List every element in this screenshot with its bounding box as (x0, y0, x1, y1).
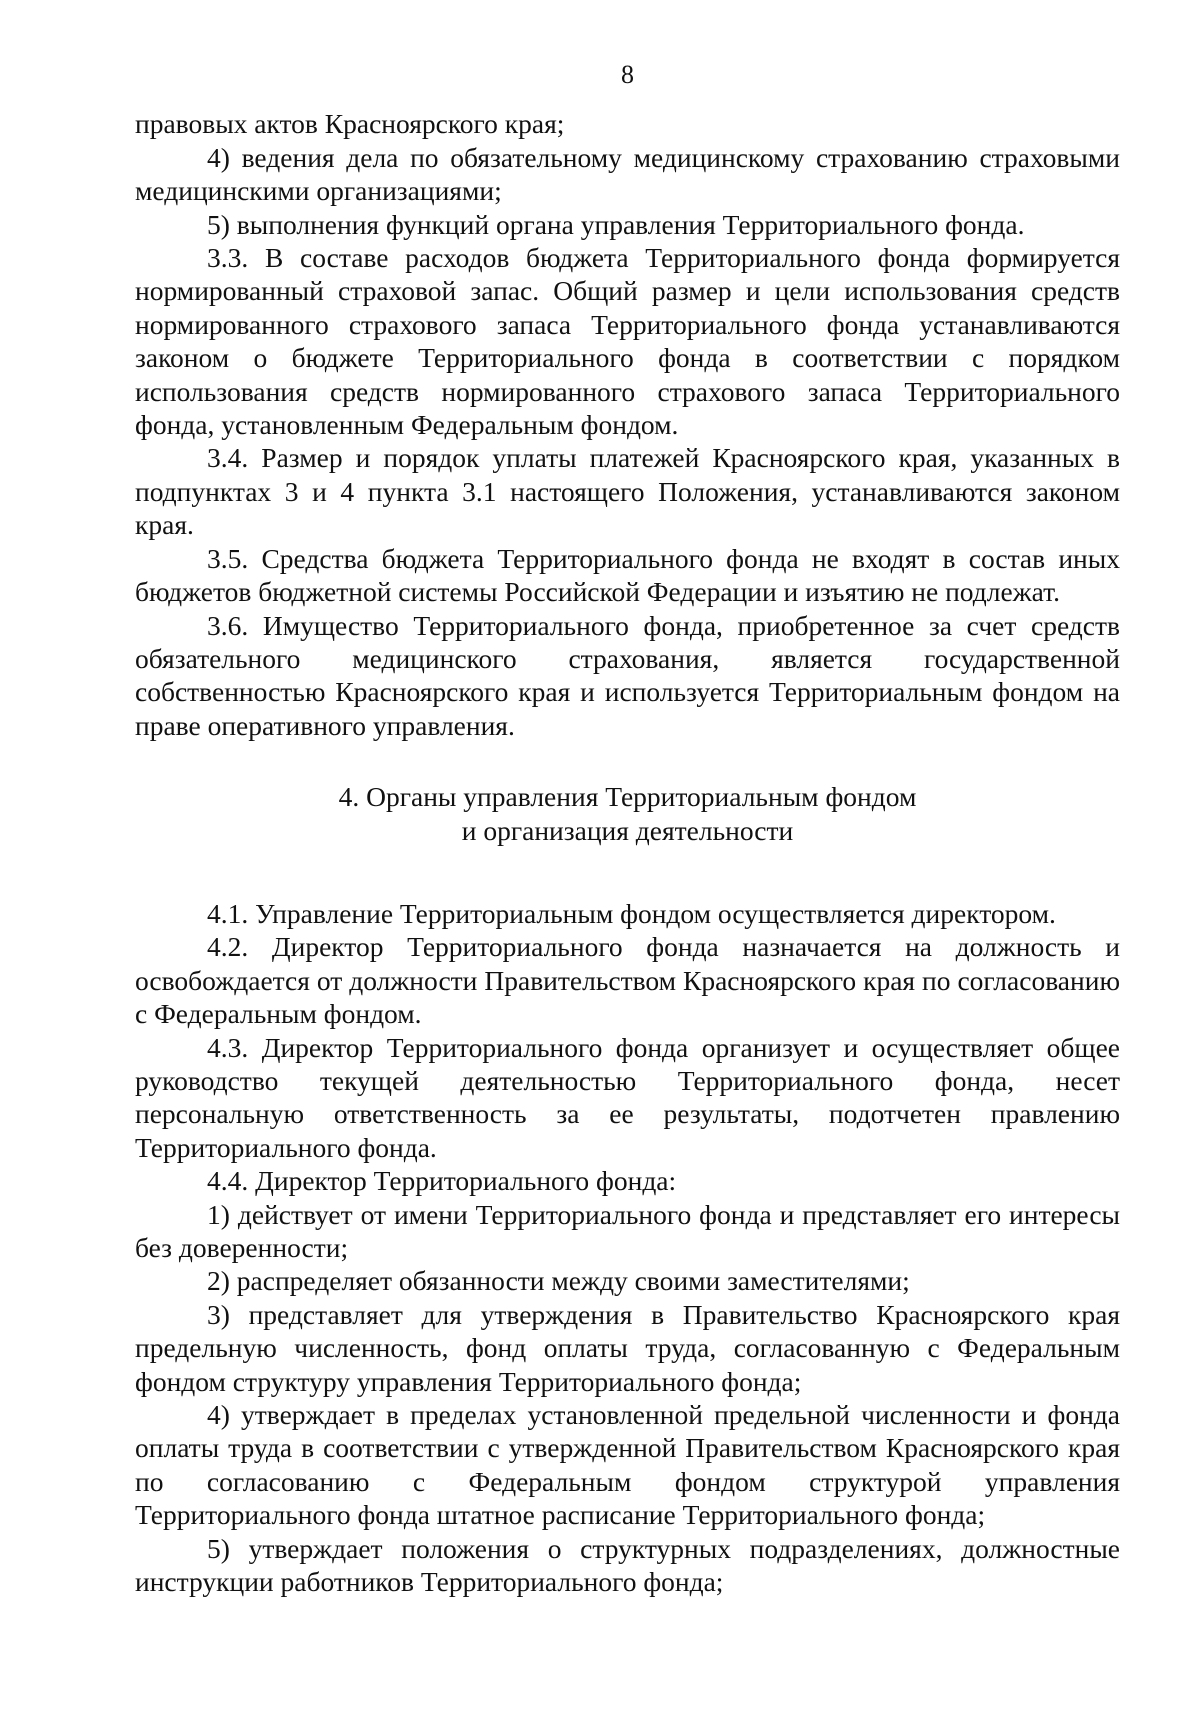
paragraph: 3) представляет для утверждения в Правительство Красноярского края предельную численность, фонд оплаты труда, согласованную с Федеральным фондом структуру управления Территориального фонда; (135, 1298, 1120, 1397)
paragraph: 3.5. Средства бюджета Территориального фонда не входят в состав иных бюджетов бюджетной системы Российской Федерации и изъятию не подлежат. (135, 542, 1120, 608)
paragraph: 4) ведения дела по обязательному медицинскому страхованию страховыми медицинскими организациями; (135, 141, 1120, 207)
paragraph: 4.1. Управление Территориальным фондом осуществляется директором. (207, 897, 1056, 929)
section-heading-line: 4. Органы управления Территориальным фондом (338, 781, 917, 813)
paragraph: 1) действует от имени Территориального фонда и представляет его интересы без доверенности; (135, 1198, 1120, 1263)
section-heading (135, 780, 1120, 847)
paragraph: 3.6. Имущество Территориального фонда, приобретенное за счет средств обязательного медицинского страхования, является государственной собственностью Красноярского края и используется Территориальным фондом на праве оперативного управления. (135, 609, 1120, 741)
paragraph: 4.4. Директор Территориального фонда: (207, 1165, 677, 1197)
paragraphs-top (135, 107, 1120, 742)
paragraph: 4.2. Директор Территориального фонда назначается на должность и освобождается от должности Правительством Красноярского края по согласованию с Федеральным фондом. (135, 931, 1120, 1030)
document-page (135, 58, 1120, 1598)
paragraph: 2) распределяет обязанности между своими заместителями; (207, 1265, 910, 1297)
paragraphs-bottom (135, 897, 1120, 1599)
paragraph: 4) утверждает в пределах установленной предельной численности и фонда оплаты труда в соответствии с утвержденной Правительством Красноярского края по согласованию с Федеральным фондом структурой управления Территориального фонда штатное расписание Территориального фонда; (135, 1399, 1120, 1531)
paragraph: 4.3. Директор Территориального фонда организует и осуществляет общее руководство текущей деятельностью Территориального фонда, несет персональную ответственность за ее результаты, подотчетен правлению Территориального фонда. (135, 1031, 1120, 1163)
paragraph: правовых актов Красноярского края; (135, 108, 565, 140)
paragraph: 3.4. Размер и порядок уплаты платежей Красноярского края, указанных в подпунктах 3 и 4 пункта 3.1 настоящего Положения, устанавливаются законом края. (135, 442, 1120, 541)
paragraph: 5) утверждает положения о структурных подразделениях, должностные инструкции работников Территориального фонда; (135, 1532, 1120, 1598)
paragraph: 5) выполнения функций органа управления Территориального фонда. (207, 208, 1025, 240)
page-number: 8 (621, 60, 634, 89)
paragraph: 3.3. В составе расходов бюджета Территориального фонда формируется нормированный страховой запас. Общий размер и цели использования средств нормированного страхового запаса Территориального фонда устанавливаются законом о бюджете Территориального фонда в соответствии с порядком использования средств нормированного страхового запаса Территориального фонда, установленным Федеральным фондом. (135, 242, 1120, 441)
section-heading-line: и организация деятельности (461, 814, 794, 846)
